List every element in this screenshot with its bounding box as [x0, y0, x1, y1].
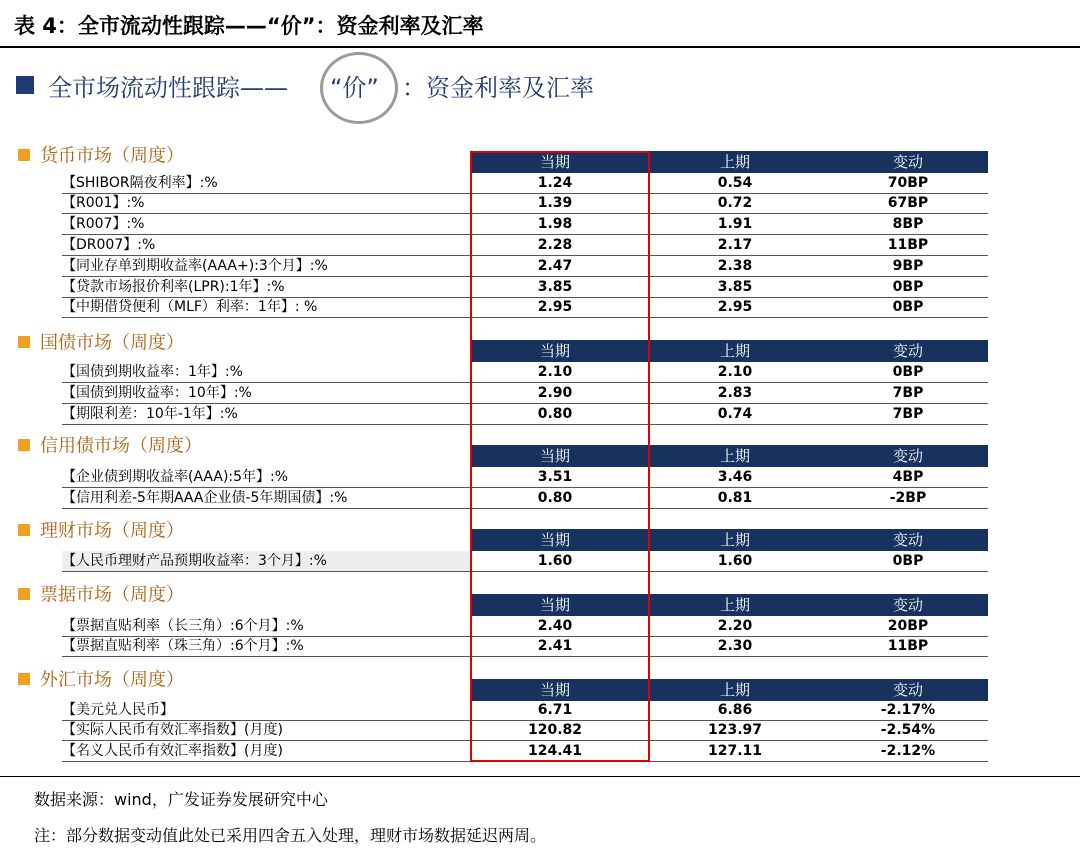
row-divider: [62, 276, 988, 277]
value-change: -2BP: [889, 490, 927, 506]
row-divider: [62, 487, 988, 488]
row-divider: [62, 403, 988, 404]
value-current: 1.39: [537, 195, 573, 211]
section-title-label: 信用债市场（周度）: [40, 435, 202, 457]
value-change: -2.54%: [880, 722, 936, 738]
row-label: 【国债到期收益率：1年】:%: [62, 364, 243, 380]
value-change: 20BP: [887, 618, 929, 634]
column-header-change: 变动: [892, 596, 923, 614]
row-divider: [62, 255, 988, 256]
column-header-change: 变动: [892, 531, 923, 549]
value-previous: 0.72: [717, 195, 753, 211]
document-title: 表 4：全市流动性跟踪——“价”：资金利率及汇率: [14, 14, 484, 38]
column-header-previous: 上期: [719, 447, 750, 465]
section-title-label: 外汇市场（周度）: [40, 669, 184, 691]
banner-title-price: “价”: [330, 74, 379, 102]
section-title: [18, 433, 202, 459]
value-change: -2.17%: [880, 702, 936, 718]
value-current: 120.82: [527, 722, 583, 738]
value-previous: 0.74: [717, 406, 753, 422]
value-previous: 2.17: [717, 237, 753, 253]
row-label: 【R001】:%: [62, 195, 145, 211]
column-header-current: 当期: [539, 342, 570, 360]
section-marker-icon: [18, 673, 30, 685]
value-current: 2.47: [537, 258, 573, 274]
value-current: 3.51: [537, 469, 573, 485]
value-change: 11BP: [887, 237, 929, 253]
value-current: 2.28: [537, 237, 573, 253]
section-title: [18, 330, 184, 356]
section-title: [18, 143, 184, 169]
value-current: 2.40: [537, 618, 573, 634]
row-label: 【人民币理财产品预期收益率：3个月】:%: [62, 553, 327, 569]
value-current: 6.71: [537, 702, 573, 718]
value-current: 0.80: [537, 406, 573, 422]
value-change: 9BP: [892, 258, 924, 274]
value-current: 2.10: [537, 364, 573, 380]
column-header-change: 变动: [892, 342, 923, 360]
section-title: [18, 667, 184, 693]
value-change: 0BP: [892, 279, 924, 295]
value-current: 2.95: [537, 299, 573, 315]
row-divider: [62, 508, 988, 509]
value-previous: 3.85: [717, 279, 753, 295]
column-header-current: 当期: [539, 447, 570, 465]
row-divider: [62, 740, 988, 741]
section-title: [18, 518, 184, 544]
value-change: 7BP: [892, 385, 924, 401]
row-divider: [62, 317, 988, 318]
column-header-change: 变动: [892, 681, 923, 699]
value-current: 1.60: [537, 553, 573, 569]
value-previous: 2.38: [717, 258, 753, 274]
banner-title-prefix: 全市场流动性跟踪——: [48, 74, 288, 102]
row-divider: [62, 382, 988, 383]
value-change: 0BP: [892, 299, 924, 315]
column-header-current: 当期: [539, 596, 570, 614]
column-header-current: 当期: [539, 531, 570, 549]
value-previous: 1.60: [717, 553, 753, 569]
value-change: 4BP: [892, 469, 924, 485]
bottom-divider: [0, 776, 1080, 777]
value-previous: 0.81: [717, 490, 753, 506]
row-divider: [62, 761, 988, 762]
value-change: -2.12%: [880, 743, 936, 759]
value-current: 1.98: [537, 216, 573, 232]
value-change: 8BP: [892, 216, 924, 232]
row-label: 【票据直贴利率（珠三角）:6个月】:%: [62, 638, 304, 654]
row-divider: [62, 571, 988, 572]
value-change: 0BP: [892, 364, 924, 380]
section-title-label: 票据市场（周度）: [40, 584, 184, 606]
source-note: 数据来源：wind，广发证券发展研究中心: [34, 790, 328, 809]
section-title-label: 理财市场（周度）: [40, 520, 184, 542]
row-label: 【名义人民币有效汇率指数】(月度): [62, 743, 283, 759]
row-label: 【票据直贴利率（长三角）:6个月】:%: [62, 618, 304, 634]
row-divider: [62, 424, 988, 425]
row-label: 【中期借贷便利（MLF）利率：1年】: %: [62, 299, 318, 315]
section-title-label: 货币市场（周度）: [40, 145, 184, 167]
value-previous: 2.83: [717, 385, 753, 401]
column-header-previous: 上期: [719, 531, 750, 549]
row-label: 【信用利差-5年期AAA企业债-5年期国债】:%: [62, 490, 348, 506]
row-divider: [62, 656, 988, 657]
column-header-change: 变动: [892, 447, 923, 465]
column-header-previous: 上期: [719, 342, 750, 360]
section-marker-icon: [18, 524, 30, 536]
row-label: 【R007】:%: [62, 216, 145, 232]
value-previous: 1.91: [717, 216, 753, 232]
section-marker-icon: [18, 336, 30, 348]
value-previous: 2.95: [717, 299, 753, 315]
section-marker-icon: [18, 439, 30, 451]
row-label: 【企业债到期收益率(AAA):5年】:%: [62, 469, 289, 485]
column-header-current: 当期: [539, 153, 570, 171]
section-marker-icon: [18, 149, 30, 161]
value-current: 3.85: [537, 279, 573, 295]
row-label: 【SHIBOR隔夜利率】:%: [62, 175, 218, 191]
value-change: 0BP: [892, 553, 924, 569]
banner-marker-icon: [16, 76, 34, 94]
section-title-label: 国债市场（周度）: [40, 332, 184, 354]
value-current: 0.80: [537, 490, 573, 506]
row-label: 【DR007】:%: [62, 237, 156, 253]
value-current: 2.41: [537, 638, 573, 654]
section-title: [18, 582, 184, 608]
value-change: 7BP: [892, 406, 924, 422]
row-label: 【期限利差：10年-1年】:%: [62, 406, 238, 422]
column-header-previous: 上期: [719, 153, 750, 171]
column-header-current: 当期: [539, 681, 570, 699]
row-divider: [62, 213, 988, 214]
value-previous: 127.11: [707, 743, 763, 759]
row-label: 【同业存单到期收益率(AAA+):3个月】:%: [62, 258, 328, 274]
value-previous: 2.20: [717, 618, 753, 634]
value-change: 11BP: [887, 638, 929, 654]
footnote: 注：部分数据变动值此处已采用四舍五入处理，理财市场数据延迟两周。: [34, 826, 547, 845]
value-current: 124.41: [527, 743, 583, 759]
row-label: 【国债到期收益率：10年】:%: [62, 385, 252, 401]
value-previous: 6.86: [717, 702, 753, 718]
top-divider: [0, 46, 1080, 48]
value-previous: 0.54: [717, 175, 753, 191]
value-previous: 123.97: [707, 722, 763, 738]
column-header-previous: 上期: [719, 596, 750, 614]
value-previous: 3.46: [717, 469, 753, 485]
value-previous: 2.10: [717, 364, 753, 380]
banner-title-suffix: ：资金利率及汇率: [402, 74, 594, 102]
row-divider: [62, 234, 988, 235]
value-change: 70BP: [887, 175, 929, 191]
column-header-change: 变动: [892, 153, 923, 171]
row-label: 【实际人民币有效汇率指数】(月度): [62, 722, 283, 738]
value-current: 1.24: [537, 175, 573, 191]
section-marker-icon: [18, 588, 30, 600]
value-current: 2.90: [537, 385, 573, 401]
row-label: 【美元兑人民币】: [62, 702, 174, 718]
value-previous: 2.30: [717, 638, 753, 654]
value-change: 67BP: [887, 195, 929, 211]
column-header-previous: 上期: [719, 681, 750, 699]
row-label: 【贷款市场报价利率(LPR):1年】:%: [62, 279, 285, 295]
